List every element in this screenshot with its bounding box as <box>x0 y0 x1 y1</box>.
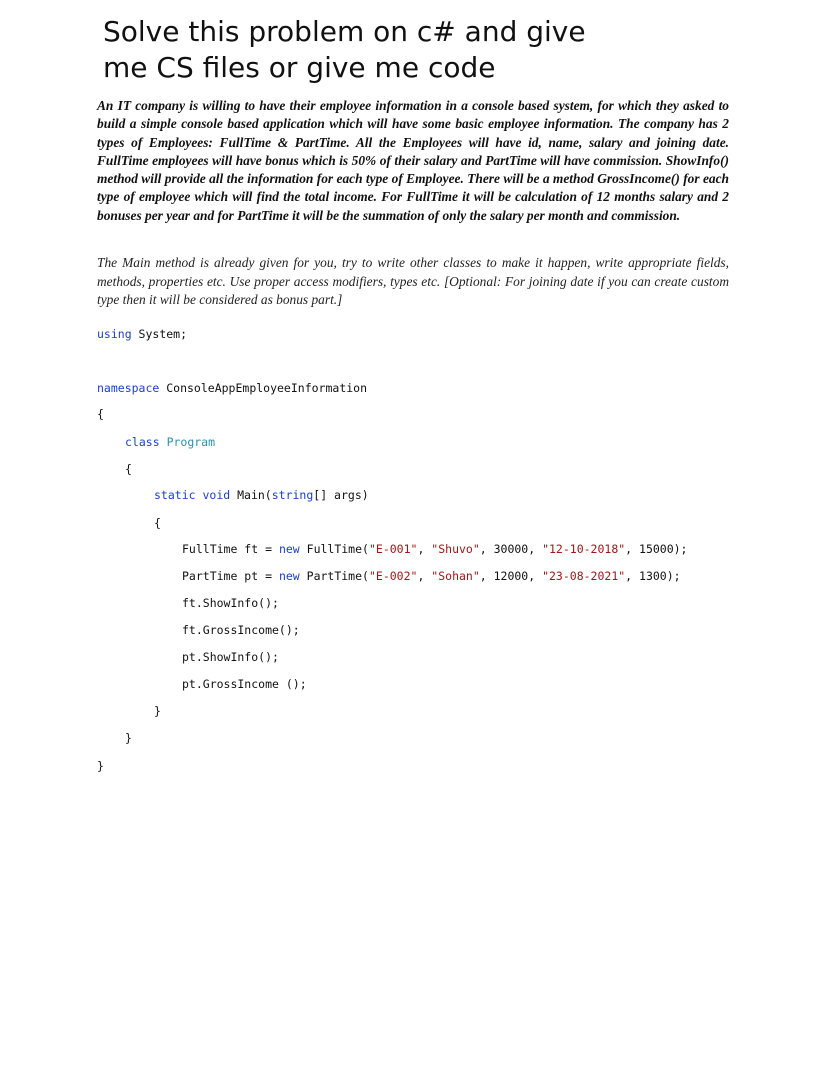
keyword: void <box>202 488 231 502</box>
code-line-brace: { <box>97 407 104 421</box>
code-line-main <box>154 488 369 502</box>
code-text: , 1300); <box>625 569 681 583</box>
keyword: namespace <box>97 381 160 395</box>
keyword: new <box>278 542 300 556</box>
code-text: FullTime( <box>299 542 369 556</box>
keyword: static <box>154 488 196 502</box>
code-line-class <box>125 435 215 449</box>
code-line-pt-showinfo: pt.ShowInfo(); <box>182 650 279 664</box>
string-literal: "Shuvo" <box>431 542 480 556</box>
code-line-parttime <box>182 569 681 583</box>
code-text: FullTime ft = <box>182 542 279 556</box>
keyword: new <box>278 569 300 583</box>
code-line-fulltime <box>182 542 687 556</box>
title-line-1: Solve this problem on c# and give <box>103 15 586 48</box>
code-text: , <box>417 569 432 583</box>
type-name: Program <box>166 435 216 449</box>
code-text: PartTime( <box>299 569 369 583</box>
code-text: , <box>417 542 432 556</box>
code-line-brace: { <box>125 462 132 476</box>
problem-description: An IT company is willing to have their employee information in a console based system, for which they asked to build a simple console based application which will have some basic employee information. The company has 2 types of Employees: FullTime & PartTime. All the Employees will have id, name, salary and joining date. FullTime employees will have bonus which is 50% of their salary and PartTime will have commission. ShowInfo() method will provide all the information for each type of Employee. There will be a method GrossIncome() for each type of employee which will find the total income. For FullTime it will be calculation of 12 months salary and 2 bonuses per year and for PartTime it will be the summation of only the salary per month and commission. <box>97 98 729 223</box>
keyword: using <box>97 327 132 341</box>
question-title <box>103 14 803 86</box>
code-line-namespace <box>97 381 367 395</box>
problem-instructions: The Main method is already given for you, try to write other classes to make it happen, write appropriate fields, methods, properties etc. Use proper access modifiers, types etc. [Optional: For joining date if you can create custom type then it will be considered as bonus part.] <box>97 255 729 307</box>
code-text: PartTime pt = <box>182 569 279 583</box>
code-line-brace: } <box>97 759 104 773</box>
keyword: class <box>125 435 160 449</box>
code-text: , 12000, <box>479 569 543 583</box>
code-text: Main( <box>230 488 272 502</box>
code-line-ft-grossincome: ft.GrossIncome(); <box>182 623 300 637</box>
title-line-2: me CS files or give me code <box>103 51 496 84</box>
keyword: string <box>271 488 314 502</box>
code-text: , 30000, <box>479 542 543 556</box>
string-literal: "E-002" <box>368 569 418 583</box>
code-line-brace: } <box>125 731 132 745</box>
code-line-pt-grossincome: pt.GrossIncome (); <box>182 677 307 691</box>
code-line-brace: } <box>154 704 161 718</box>
code-line-using <box>97 327 187 341</box>
code-text: [] args) <box>313 488 369 502</box>
string-literal: "12-10-2018" <box>542 542 626 556</box>
code-text: System; <box>131 327 188 341</box>
string-literal: "Sohan" <box>431 569 480 583</box>
code-text: ConsoleAppEmployeeInformation <box>159 381 368 395</box>
string-literal: "23-08-2021" <box>542 569 626 583</box>
code-line-ft-showinfo: ft.ShowInfo(); <box>182 596 279 610</box>
code-text: , 15000); <box>625 542 688 556</box>
string-literal: "E-001" <box>368 542 418 556</box>
code-line-brace: { <box>154 516 161 530</box>
